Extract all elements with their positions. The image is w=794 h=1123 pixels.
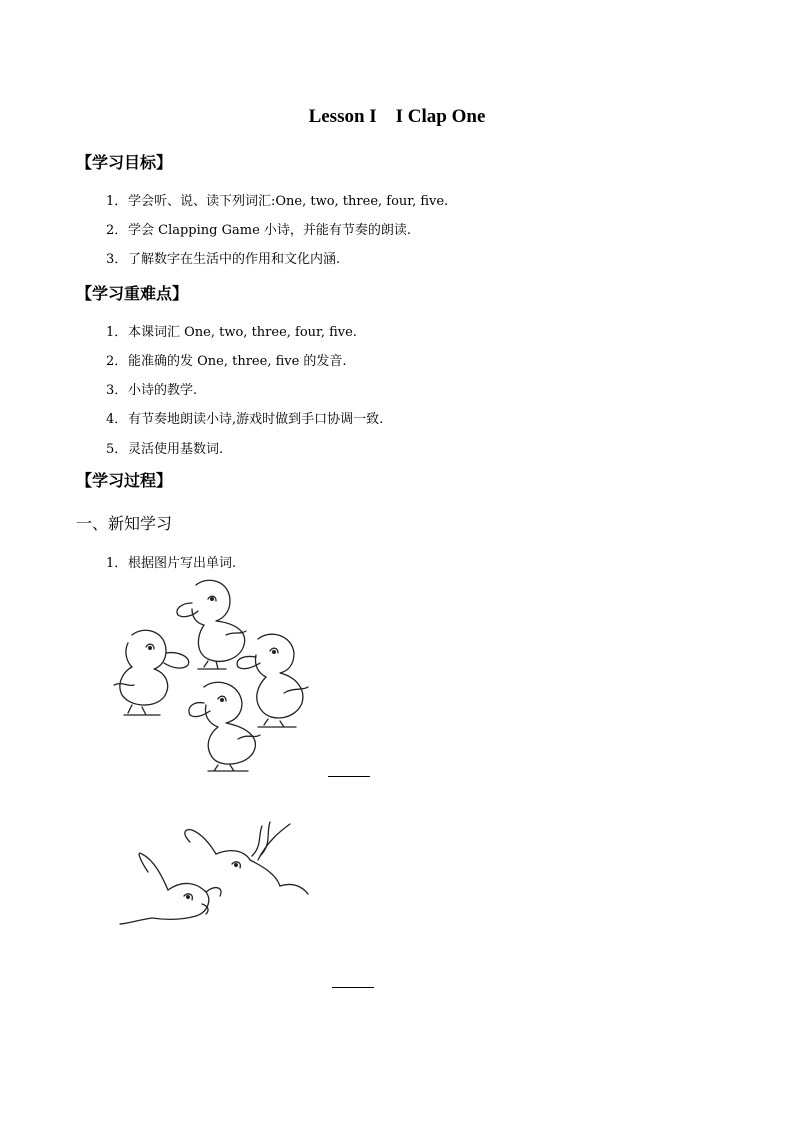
item-number: 1． [106,194,128,209]
key-point-item [106,350,347,369]
item-text: 学会听、说、读下列词汇:One, two, three, four, five. [128,194,449,209]
item-text: 了解数字在生活中的作用和文化内涵. [128,252,341,267]
item-text: 本课词汇 One, two, three, four, five. [128,325,357,340]
bird [120,853,221,924]
process-heading: 【学习过程】 [76,471,173,490]
item-number: 4． [106,412,128,427]
key-point-item [106,379,197,398]
duckling [114,630,189,715]
answer-blank[interactable] [332,987,374,988]
answer-blank[interactable] [328,776,370,777]
subsection-title: 一、新知学习 [76,514,173,533]
item-text: 有节奏地朗读小诗,游戏时做到手口协调一致. [128,412,384,427]
key-point-item [106,321,357,340]
bird [185,822,308,894]
objective-item [106,190,448,209]
lesson-title: Lesson I I Clap One [308,106,486,127]
key-points-heading: 【学习重难点】 [76,284,189,303]
item-number: 1． [106,556,128,571]
task-item [106,552,236,571]
item-number: 3． [106,383,128,398]
item-number: 2． [106,223,128,238]
item-number: 1． [106,325,128,340]
four-ducklings-illustration [108,573,314,775]
item-text: 根据图片写出单词. [128,556,237,571]
item-number: 3． [106,252,128,267]
item-number: 2． [106,354,128,369]
key-point-item [106,408,383,427]
duckling [237,634,308,727]
item-number: 5． [106,442,128,457]
item-text: 学会 Clapping Game 小诗，并能有节奏的朗读. [128,223,412,238]
two-birds-illustration [112,820,318,932]
duckling [189,682,260,771]
item-text: 小诗的教学. [128,383,198,398]
duckling [177,580,246,669]
key-point-item [106,438,223,457]
item-text: 能准确的发 One, three, five 的发音. [128,354,347,369]
objectives-heading: 【学习目标】 [76,153,173,172]
objective-item [106,219,411,238]
objective-item [106,248,340,267]
item-text: 灵活使用基数词. [128,442,224,457]
